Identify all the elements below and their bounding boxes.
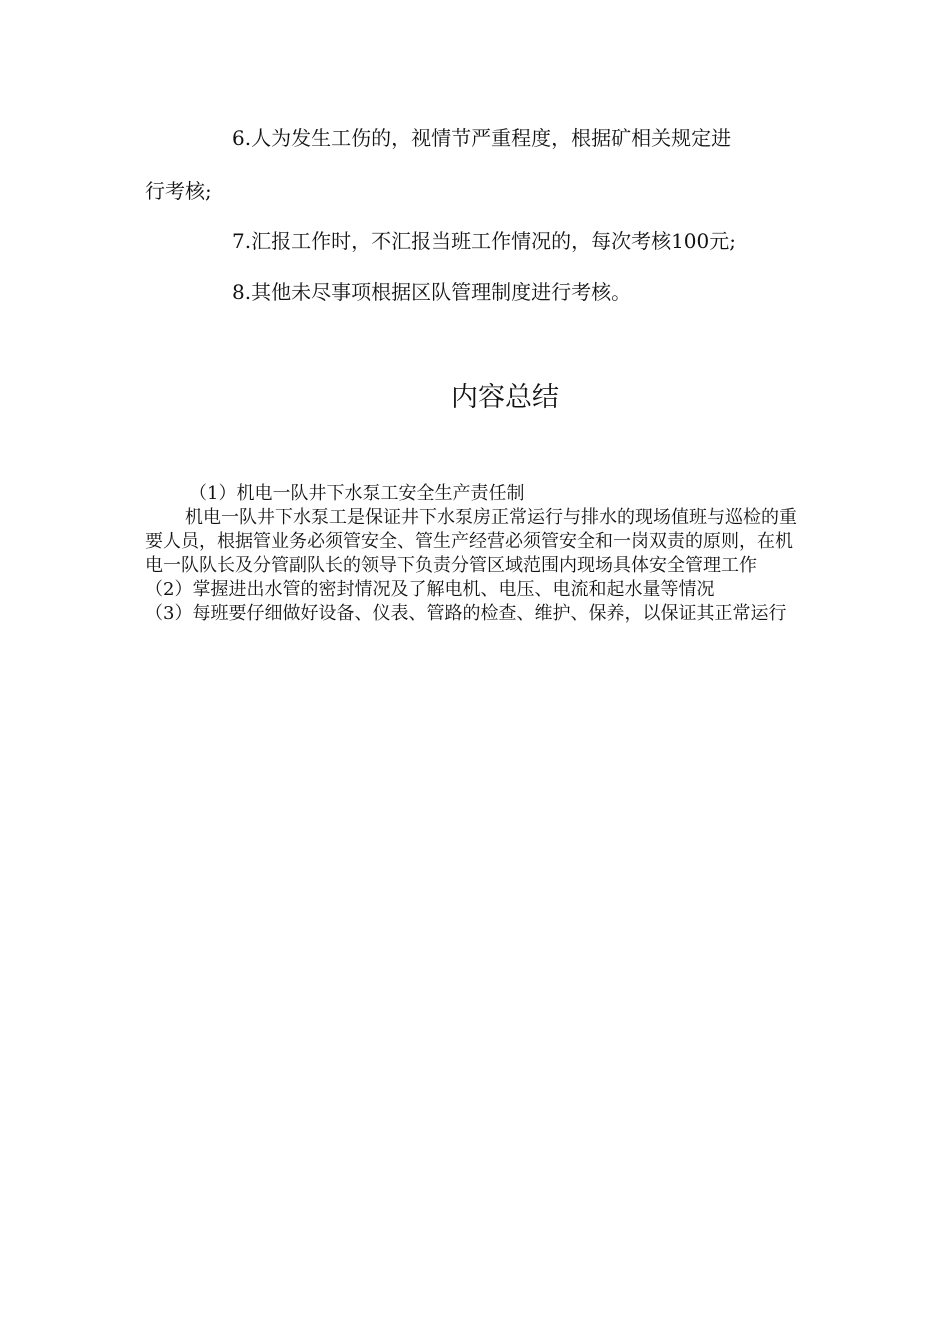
rule-6-line-2: 行考核; [145,179,212,203]
summary-section [145,482,805,626]
summary-item-1-body: 机电一队井下水泵工是保证井下水泵房正常运行与排水的现场值班与巡检的重要人员，根据管业务必须管安全、管生产经营必须管安全和一岗双责的原则，在机电一队队长及分管副队长的领导下负责分管区域范围内现场具体安全管理工作 [145,507,797,576]
summary-title: 内容总结 [451,382,559,413]
rule-8: 8.其他未尽事项根据区队管理制度进行考核。 [232,280,632,304]
summary-item-1-heading: （1）机电一队井下水泵工安全生产责任制 [189,483,525,504]
summary-item-3: （3）每班要仔细做好设备、仪表、管路的检查、维护、保养，以保证其正常运行 [145,603,787,624]
rule-7: 7.汇报工作时，不汇报当班工作情况的，每次考核100元; [232,229,736,253]
rule-6-line-1: 6.人为发生工伤的，视情节严重程度，根据矿相关规定进 [232,126,732,150]
summary-item-2: （2）掌握进出水管的密封情况及了解电机、电压、电流和起水量等情况 [145,579,715,600]
